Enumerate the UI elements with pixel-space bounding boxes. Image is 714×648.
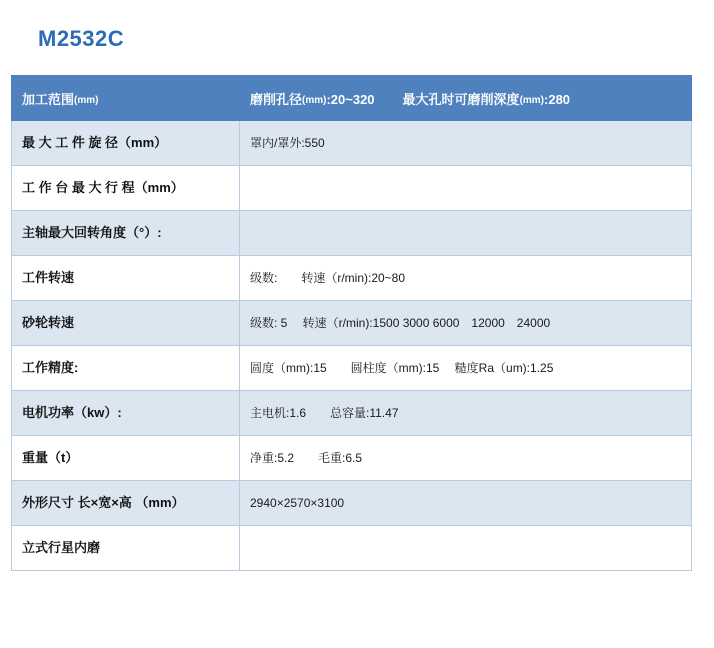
header-col3-label: 最大孔时可磨削深度 <box>402 91 520 107</box>
header-col-machining-range <box>22 89 250 108</box>
header-col-max-depth <box>403 89 681 108</box>
row-value: 净重:5.2 毛重:6.5 <box>240 436 692 481</box>
row-value <box>240 526 692 571</box>
header-col1-label: 加工范围 <box>22 91 75 107</box>
table-row <box>12 391 692 436</box>
row-label: 主轴最大回转角度（°）: <box>12 211 240 256</box>
row-label: 电机功率（kw）: <box>12 391 240 436</box>
table-row <box>12 526 692 571</box>
row-value: 级数: 转速（r/min):20~80 <box>240 256 692 301</box>
row-value: 级数: 5 转速（r/min):1500 3000 6000 12000 24000 <box>240 301 692 346</box>
table-row <box>12 166 692 211</box>
header-col2-unit: (mm) <box>302 94 327 106</box>
row-label: 重量（t） <box>12 436 240 481</box>
row-label: 工作精度: <box>12 346 240 391</box>
row-label: 工件转速 <box>12 256 240 301</box>
row-label: 砂轮转速 <box>12 301 240 346</box>
table-row <box>12 256 692 301</box>
row-label: 外形尺寸 长×宽×高 （mm） <box>12 481 240 526</box>
row-value: 罩内/罩外:550 <box>240 121 692 166</box>
header-col1-unit: (mm) <box>74 94 99 106</box>
table-header-cell <box>12 76 692 121</box>
row-label: 最 大 工 件 旋 径（mm） <box>12 121 240 166</box>
specification-table <box>11 75 692 571</box>
row-value: 2940×2570×3100 <box>240 481 692 526</box>
table-row <box>12 481 692 526</box>
header-col3-unit: (mm) <box>519 94 545 106</box>
header-col-bore-diameter <box>250 89 403 108</box>
row-value: 主电机:1.6 总容量:11.47 <box>240 391 692 436</box>
row-label: 立式行星内磨 <box>12 526 240 571</box>
row-value: 圆度（mm):15 圆柱度（mm):15 糙度Ra（um):1.25 <box>240 346 692 391</box>
header-col3-value: :280 <box>544 91 571 107</box>
table-row <box>12 346 692 391</box>
header-col2-value: :20~320 <box>326 91 375 107</box>
page-title: M2532C <box>38 26 125 51</box>
table-row <box>12 211 692 256</box>
table-row <box>12 301 692 346</box>
row-value <box>240 166 692 211</box>
row-label: 工 作 台 最 大 行 程（mm） <box>12 166 240 211</box>
header-col2-label: 磨削孔径 <box>250 91 303 107</box>
table-header-row <box>12 76 692 121</box>
table-row <box>12 121 692 166</box>
table-row <box>12 436 692 481</box>
row-value <box>240 211 692 256</box>
